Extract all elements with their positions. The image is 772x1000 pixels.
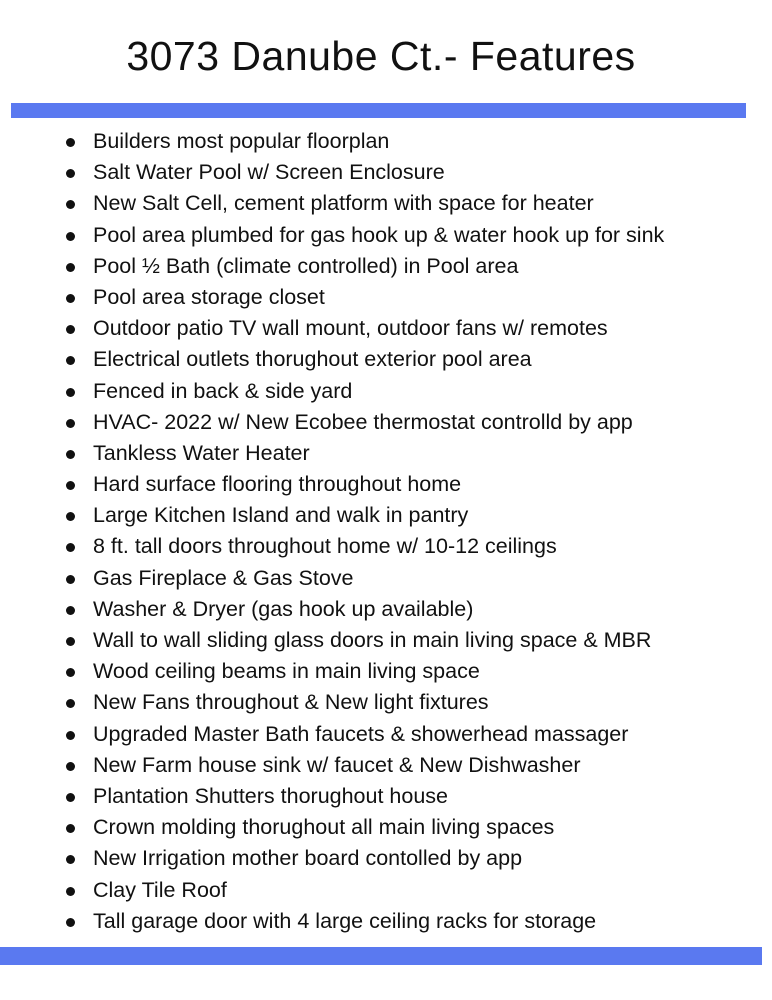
bullet-icon	[66, 731, 75, 740]
bullet-icon	[66, 356, 75, 365]
bullet-icon	[66, 169, 75, 178]
feature-text: 8 ft. tall doors throughout home w/ 10-12 ceilings	[93, 534, 557, 559]
feature-item	[66, 282, 756, 313]
feature-item	[66, 625, 756, 656]
bullet-icon	[66, 887, 75, 896]
features-list	[66, 126, 756, 937]
feature-text: Crown molding thorughout all main living spaces	[93, 815, 555, 840]
feature-text: Builders most popular floorplan	[93, 129, 390, 153]
feature-item	[66, 906, 756, 937]
feature-text: Tankless Water Heater	[93, 440, 310, 465]
bullet-icon	[66, 388, 75, 397]
feature-item	[66, 438, 756, 469]
bullet-icon	[66, 512, 75, 521]
feature-text: HVAC- 2022 w/ New Ecobee thermostat controlld by app	[93, 409, 633, 434]
feature-text: Wall to wall sliding glass doors in main living space & MBR	[93, 628, 652, 652]
feature-item	[66, 843, 756, 874]
bullet-icon	[66, 668, 75, 677]
feature-text: New Irrigation mother board contolled by app	[93, 846, 523, 871]
feature-text: Pool area storage closet	[93, 284, 325, 309]
feature-item	[66, 500, 756, 531]
feature-item	[66, 469, 756, 500]
feature-text: Large Kitchen Island and walk in pantry	[93, 503, 469, 528]
feature-text: Clay Tile Roof	[93, 877, 227, 902]
feature-text: Washer & Dryer (gas hook up available)	[93, 596, 474, 621]
feature-item	[66, 781, 756, 812]
feature-text: New Fans throughout & New light fixtures	[93, 690, 489, 715]
feature-item	[66, 875, 756, 906]
bullet-icon	[66, 294, 75, 303]
bullet-icon	[66, 450, 75, 459]
feature-item	[66, 750, 756, 781]
feature-text: Fenced in back & side yard	[93, 378, 353, 403]
bullet-icon	[66, 543, 75, 552]
bullet-icon	[66, 855, 75, 864]
bullet-icon	[66, 419, 75, 428]
top-accent-bar	[11, 103, 746, 118]
bullet-icon	[66, 793, 75, 802]
bullet-icon	[66, 481, 75, 490]
feature-item	[66, 251, 756, 282]
feature-text: Plantation Shutters thorughout house	[93, 783, 449, 808]
feature-text: Pool area plumbed for gas hook up & water hook up for sink	[93, 222, 665, 247]
feature-item	[66, 531, 756, 562]
bullet-icon	[66, 824, 75, 833]
feature-item	[66, 344, 756, 375]
feature-text: Pool ½ Bath (climate controlled) in Pool area	[93, 253, 519, 278]
feature-item	[66, 313, 756, 344]
feature-item	[66, 719, 756, 750]
feature-item	[66, 812, 756, 843]
bullet-icon	[66, 606, 75, 615]
bullet-icon	[66, 575, 75, 584]
feature-item	[66, 157, 756, 188]
feature-item	[66, 594, 756, 625]
feature-text: Upgraded Master Bath faucets & showerhead massager	[93, 721, 629, 746]
feature-item	[66, 407, 756, 438]
feature-text: Electrical outlets thorughout exterior pool area	[93, 347, 532, 372]
feature-text: Hard surface flooring throughout home	[93, 472, 462, 497]
feature-item	[66, 376, 756, 407]
feature-item	[66, 220, 756, 251]
bullet-icon	[66, 637, 75, 646]
feature-text: Gas Fireplace & Gas Stove	[93, 565, 354, 590]
page-title: 3073 Danube Ct.- Features	[126, 33, 636, 79]
bullet-icon	[66, 762, 75, 771]
bullet-icon	[66, 232, 75, 241]
bullet-icon	[66, 200, 75, 209]
feature-text: Wood ceiling beams in main living space	[93, 659, 480, 684]
bullet-icon	[66, 138, 75, 147]
feature-text: New Salt Cell, cement platform with space for heater	[93, 191, 594, 216]
feature-item	[66, 563, 756, 594]
feature-item	[66, 656, 756, 687]
bullet-icon	[66, 263, 75, 272]
feature-item	[66, 126, 756, 157]
feature-text: Tall garage door with 4 large ceiling racks for storage	[93, 908, 597, 933]
feature-text: New Farm house sink w/ faucet & New Dishwasher	[93, 752, 581, 777]
feature-item	[66, 687, 756, 718]
bullet-icon	[66, 325, 75, 334]
bullet-icon	[66, 699, 75, 708]
feature-text: Outdoor patio TV wall mount, outdoor fans w/ remotes	[93, 316, 608, 341]
bullet-icon	[66, 918, 75, 927]
feature-text: Salt Water Pool w/ Screen Enclosure	[93, 160, 445, 185]
feature-item	[66, 188, 756, 219]
bottom-accent-bar	[0, 947, 762, 965]
